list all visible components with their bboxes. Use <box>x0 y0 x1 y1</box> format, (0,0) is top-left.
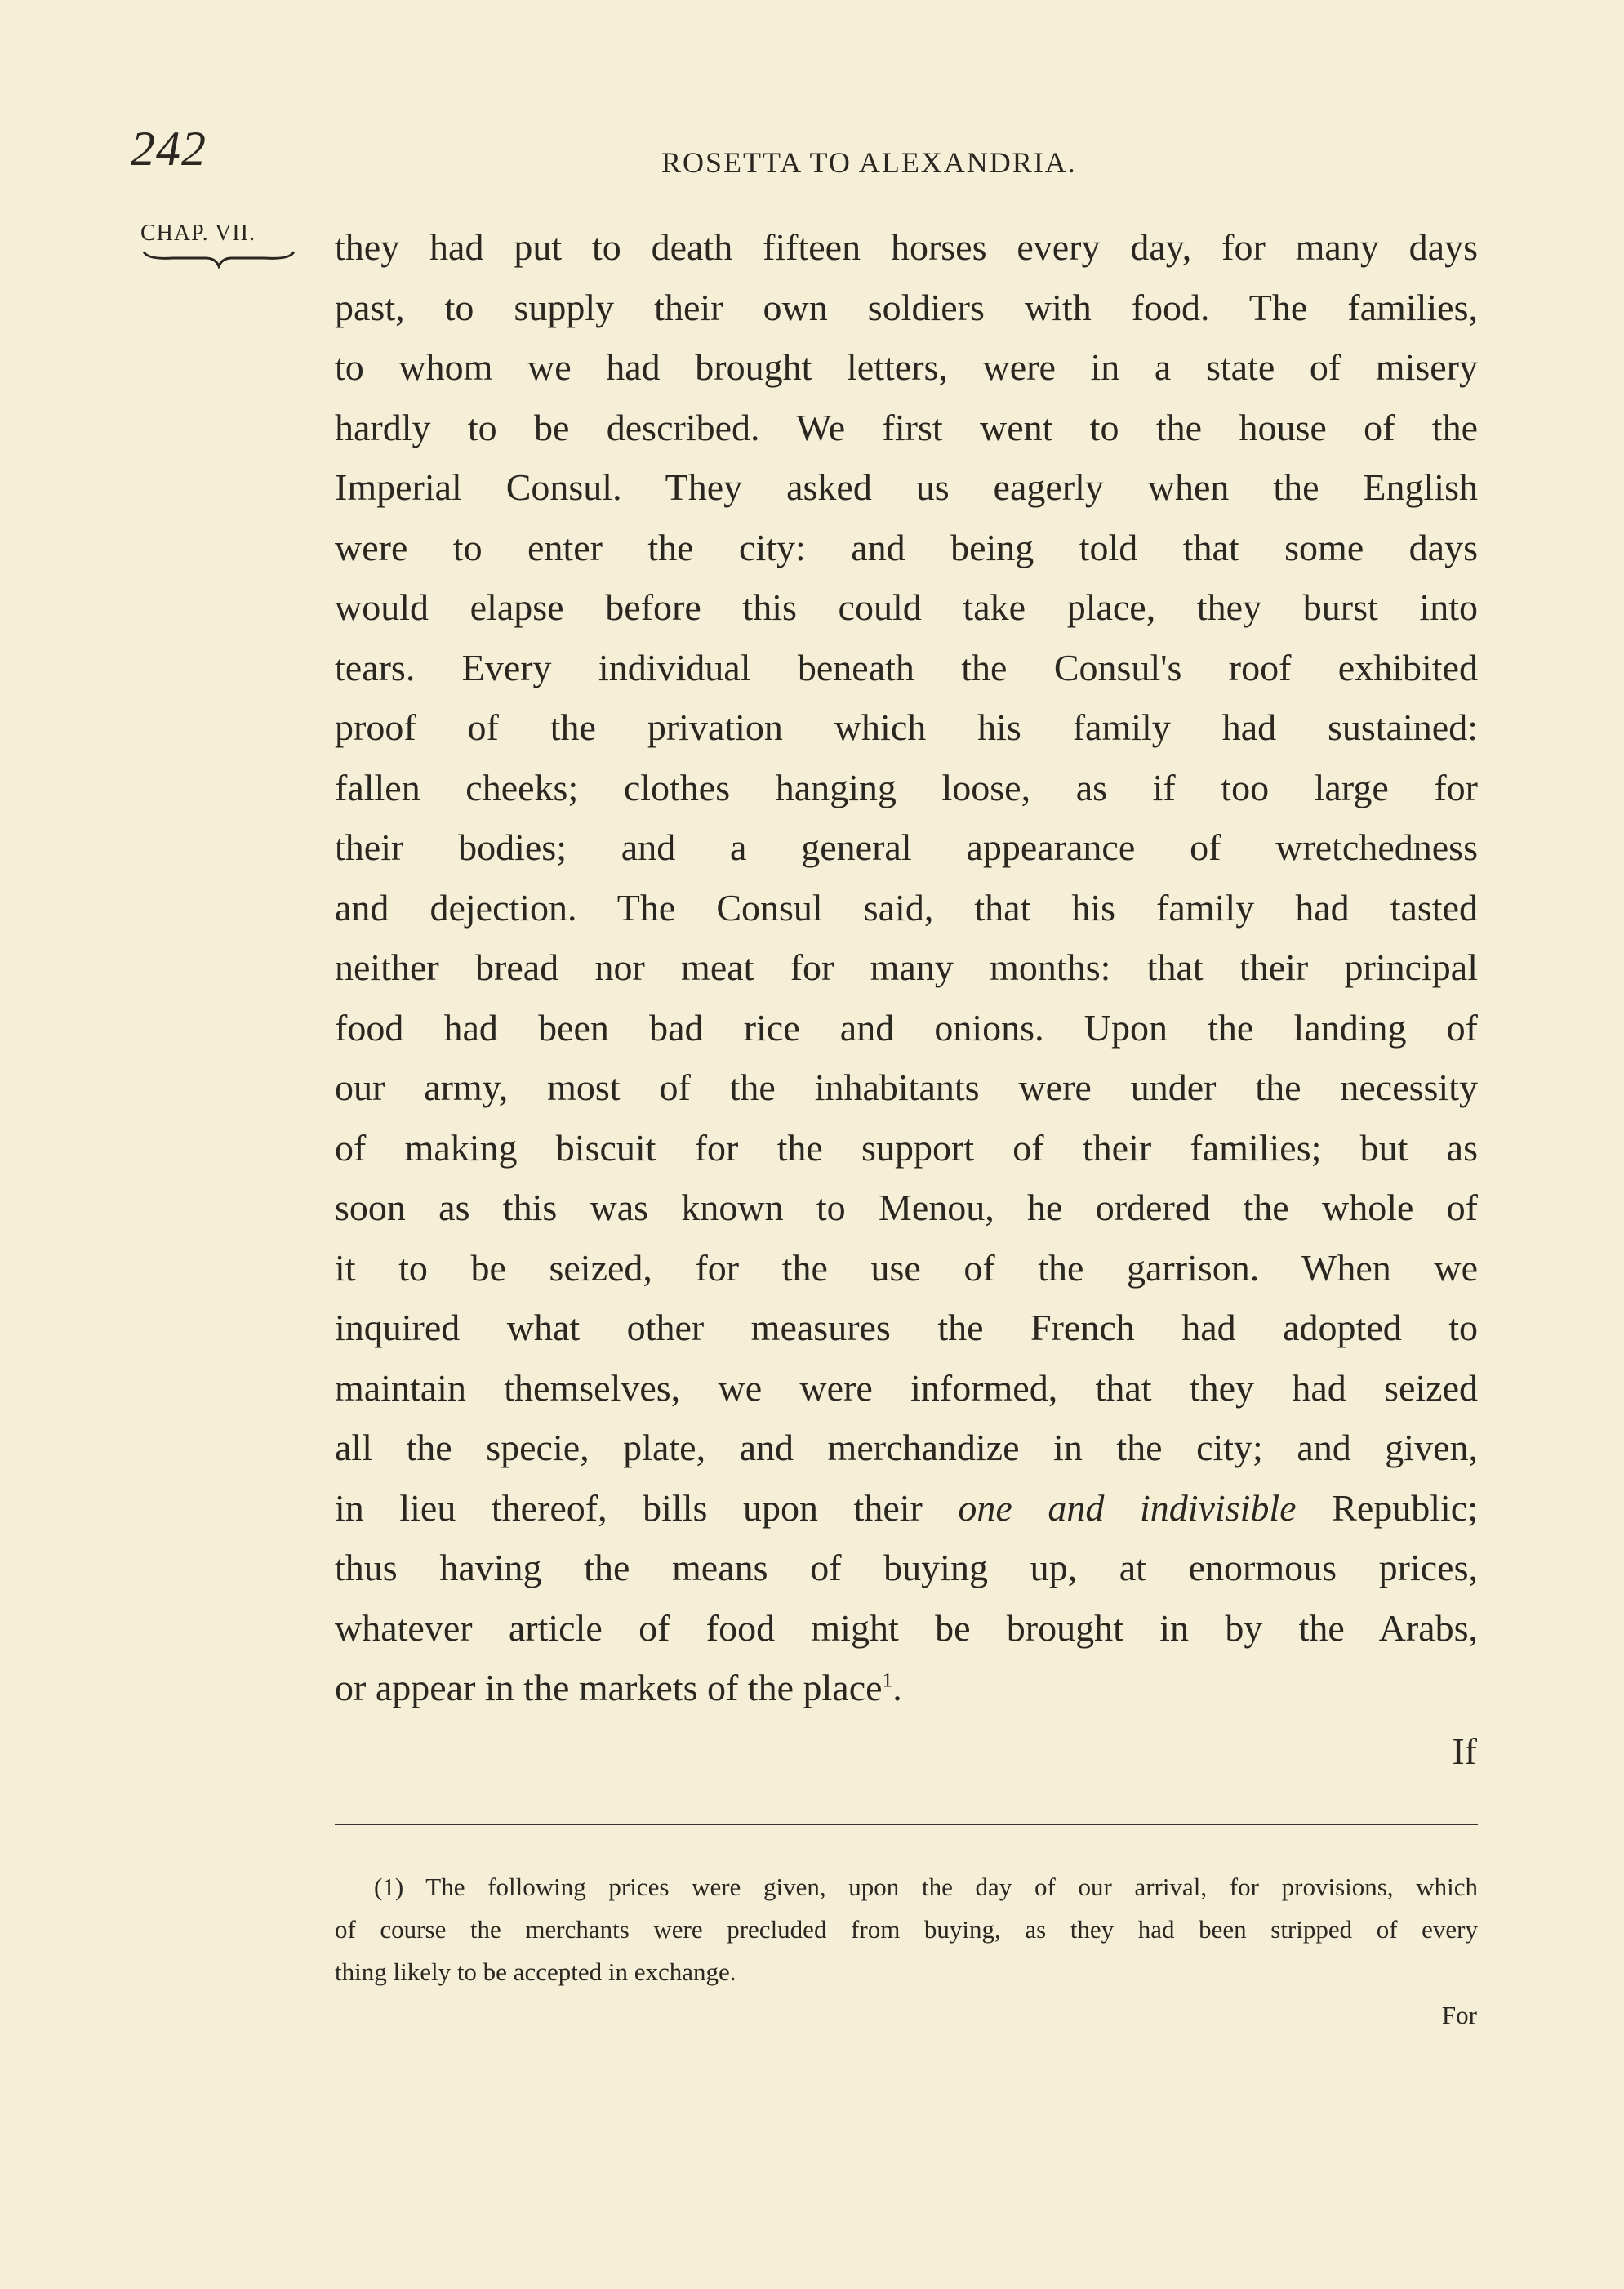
footnote-line: of course the merchants were precluded from buying, as they had been stripped of every <box>335 1915 1478 1944</box>
footnote-line: (1) The following prices were given, upon the day of our arrival, for provisions, which <box>374 1873 1478 1901</box>
body-text <box>335 217 1478 1718</box>
footnotes <box>335 1866 1478 1993</box>
text-line: thus having the means of buying up, at enormous prices, <box>335 1547 1478 1588</box>
catchword: If <box>1452 1730 1477 1772</box>
text-line: of making biscuit for the support of their families; but as <box>335 1126 1478 1169</box>
text-line: and dejection. The Consul said, that his family had tasted <box>335 886 1478 929</box>
text-line: fallen cheeks; clothes hanging loose, as if too large for <box>335 766 1478 808</box>
text-line: their bodies; and a general appearance of wretchedness <box>335 826 1478 868</box>
text-line: proof of the privation which his family had sustained: <box>335 706 1478 748</box>
text-line: our army, most of the inhabitants were under the necessity <box>335 1067 1478 1108</box>
brace-ornament-icon <box>140 248 296 269</box>
text-line: hardly to be described. We first went to the house of the <box>335 406 1478 448</box>
italic-phrase: one and indivisible <box>958 1486 1297 1529</box>
running-head: ROSETTA TO ALEXANDRIA. <box>661 146 1077 179</box>
text-line: tears. Every individual beneath the Consul's roof exhibited <box>335 646 1478 688</box>
text-line: maintain themselves, we were informed, that they had seized <box>335 1366 1478 1409</box>
chapter-label: CHAP. VII. <box>140 220 256 246</box>
text-line: Imperial Consul. They asked us eagerly when the English <box>335 466 1478 508</box>
text-line: soon as this was known to Menou, he ordered the whole of <box>335 1187 1478 1228</box>
footnote-catchword: For <box>1441 2001 1477 2029</box>
text-line: neither bread nor meat for many months: that their principal <box>335 946 1478 988</box>
chapter-marker <box>140 220 304 269</box>
text-line: were to enter the city: and being told that some days <box>335 526 1478 568</box>
text-line: food had been bad rice and onions. Upon the landing of <box>335 1006 1478 1049</box>
footnote-divider <box>335 1824 1478 1825</box>
footnote-line: thing likely to be accepted in exchange. <box>335 1957 736 1986</box>
page-number: 242 <box>131 122 207 176</box>
text-line <box>335 1658 1478 1718</box>
text-run: Republic; <box>1296 1486 1478 1529</box>
text-run: in lieu thereof, bills upon their <box>335 1486 959 1529</box>
text-line: it to be seized, for the use of the garrison. When we <box>335 1246 1478 1289</box>
text-line <box>335 1478 1478 1539</box>
text-line: all the specie, plate, and merchandize in the city; and given, <box>335 1427 1478 1468</box>
text-line: to whom we had brought letters, were in a state of misery <box>335 346 1478 388</box>
text-line: inquired what other measures the French had adopted to <box>335 1307 1478 1348</box>
footnote-reference[interactable]: 1 <box>882 1668 893 1692</box>
text-line: whatever article of food might be brought in by the Arabs, <box>335 1606 1478 1649</box>
text-line: past, to supply their own soldiers with food. The families, <box>335 286 1478 328</box>
text-run: or appear in the markets of the place <box>335 1667 883 1708</box>
text-run: . <box>892 1667 902 1708</box>
text-line: they had put to death fifteen horses every day, for many days <box>335 226 1478 268</box>
text-line: would elapse before this could take place, they burst into <box>335 586 1478 628</box>
